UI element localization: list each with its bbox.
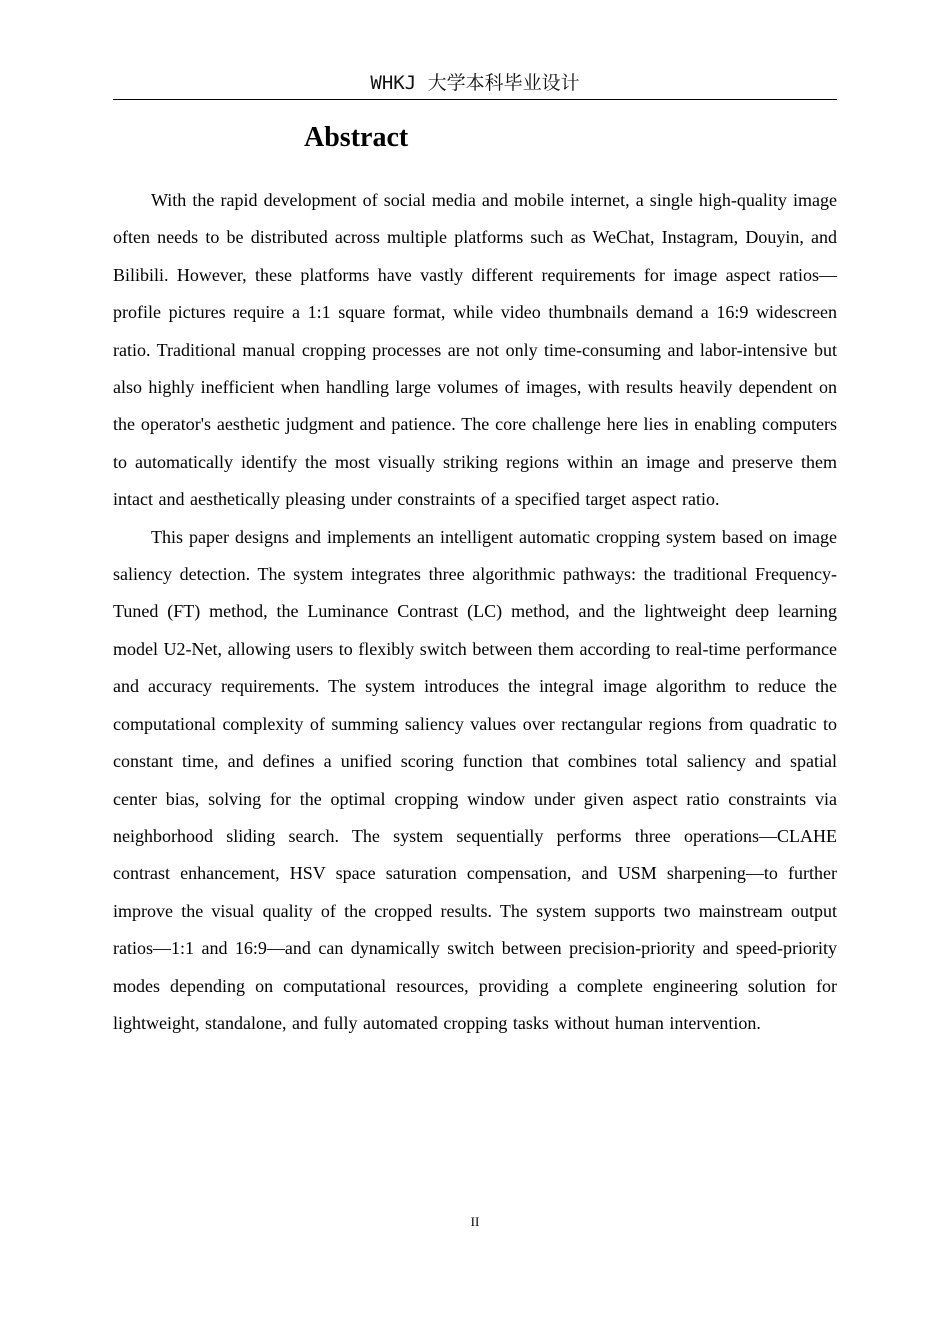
abstract-paragraph: With the rapid development of social media and mobile internet, a single high-quality image often needs to be distributed across multiple platforms such as WeChat, Instagram, Douyin, and Bilibili. However, these platforms have vastly different requirements for image aspect ratios—profile pictures require a 1:1 square format, while video thumbnails demand a 16:9 widescreen ratio. Traditional manual cropping processes are not only time-consuming and labor-intensive but also highly inefficient when handling large volumes of images, with results heavily dependent on the operator's aesthetic judgment and patience. The core challenge here lies in enabling computers to automatically identify the most visually striking regions within an image and preserve them intact and aesthetically pleasing under constraints of a specified target aspect ratio. [113, 190, 837, 510]
page-header: WHKJ 大学本科毕业设计 [113, 70, 837, 100]
abstract-title: Abstract [304, 122, 409, 153]
abstract-body [113, 182, 837, 1042]
page-number: II [470, 1214, 480, 1229]
abstract-paragraph: This paper designs and implements an intelligent automatic cropping system based on image saliency detection. The system integrates three algorithmic pathways: the traditional Frequency-Tuned (FT) method, the Luminance Contrast (LC) method, and the lightweight deep learning model U2-Net, allowing users to flexibly switch between them according to real-time performance and accuracy requirements. The system introduces the integral image algorithm to reduce the computational complexity of summing saliency values over rectangular regions from quadratic to constant time, and defines a unified scoring function that combines total saliency and spatial center bias, solving for the optimal cropping window under given aspect ratio constraints via neighborhood sliding search. The system sequentially performs three operations—CLAHE contrast enhancement, HSV space saturation compensation, and USM sharpening—to further improve the visual quality of the cropped results. The system supports two mainstream output ratios—1:1 and 16:9—and can dynamically switch between precision-priority and speed-priority modes depending on computational resources, providing a complete engineering solution for lightweight, standalone, and fully automated cropping tasks without human intervention. [113, 526, 837, 1033]
